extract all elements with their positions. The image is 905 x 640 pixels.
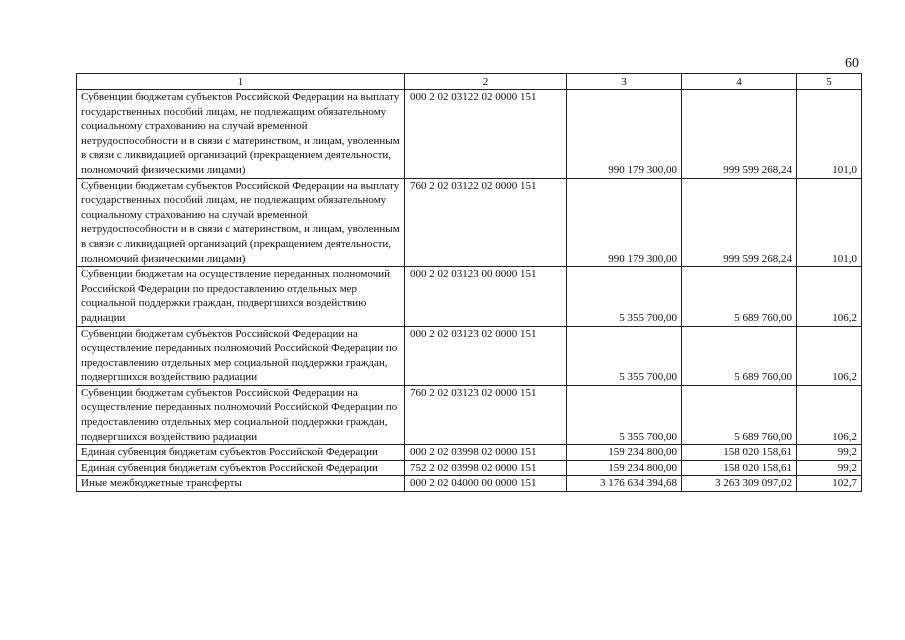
table-row (77, 385, 862, 444)
header-col-2: 2 (405, 74, 567, 90)
cell-code: 000 2 02 03123 00 0000 151 (405, 267, 567, 326)
cell-code: 760 2 02 03123 02 0000 151 (405, 385, 567, 444)
budget-table (76, 73, 862, 492)
table-header (77, 74, 862, 90)
cell-name: Единая субвенция бюджетам субъектов Российской Федерации (77, 460, 405, 476)
page-number: 60 (845, 56, 859, 71)
cell-actual: 158 020 158,61 (682, 445, 797, 461)
cell-name: Единая субвенция бюджетам субъектов Российской Федерации (77, 445, 405, 461)
cell-actual: 158 020 158,61 (682, 460, 797, 476)
cell-actual: 999 599 268,24 (682, 178, 797, 267)
cell-name: Субвенции бюджетам субъектов Российской Федерации на осуществление переданных полномочий Российской Федерации по предоставлению отдельных мер социальной поддержки граждан, подвергшихся воздействию радиации (77, 385, 405, 444)
cell-percent: 99,2 (797, 445, 862, 461)
cell-percent: 106,2 (797, 267, 862, 326)
table-row (77, 178, 862, 267)
table-row (77, 476, 862, 492)
cell-code: 000 2 02 03122 02 0000 151 (405, 90, 567, 179)
table-row (77, 445, 862, 461)
header-col-5: 5 (797, 74, 862, 90)
cell-code: 000 2 02 04000 00 0000 151 (405, 476, 567, 492)
cell-planned: 159 234 800,00 (567, 460, 682, 476)
header-col-1: 1 (77, 74, 405, 90)
cell-code: 000 2 02 03998 02 0000 151 (405, 445, 567, 461)
cell-actual: 5 689 760,00 (682, 326, 797, 385)
cell-name: Субвенции бюджетам субъектов Российской Федерации на выплату государственных пособий лицам, не подлежащим обязательному социальному страхованию на случай временной нетрудоспособности и в связи с материнством, и лицам, уволенным в связи с ликвидацией организаций (прекращением деятельности, полномочий физическими лицами) (77, 178, 405, 267)
cell-planned: 5 355 700,00 (567, 267, 682, 326)
cell-name: Субвенции бюджетам на осуществление переданных полномочий Российской Федерации по предоставлению отдельных мер социальной поддержки граждан, подвергшихся воздействию радиации (77, 267, 405, 326)
cell-name: Субвенции бюджетам субъектов Российской Федерации на выплату государственных пособий лицам, не подлежащим обязательному социальному страхованию на случай временной нетрудоспособности и в связи с материнством, и лицам, уволенным в связи с ликвидацией организаций (прекращением деятельности, полномочий физическими лицами) (77, 90, 405, 179)
cell-actual: 3 263 309 097,02 (682, 476, 797, 492)
header-col-4: 4 (682, 74, 797, 90)
table-body (77, 90, 862, 492)
cell-name: Иные межбюджетные трансферты (77, 476, 405, 492)
cell-planned: 990 179 300,00 (567, 90, 682, 179)
cell-actual: 999 599 268,24 (682, 90, 797, 179)
cell-planned: 3 176 634 394,68 (567, 476, 682, 492)
cell-actual: 5 689 760,00 (682, 385, 797, 444)
cell-code: 760 2 02 03122 02 0000 151 (405, 178, 567, 267)
header-col-3: 3 (567, 74, 682, 90)
cell-planned: 5 355 700,00 (567, 326, 682, 385)
cell-percent: 106,2 (797, 326, 862, 385)
table-row (77, 326, 862, 385)
cell-code: 000 2 02 03123 02 0000 151 (405, 326, 567, 385)
cell-planned: 159 234 800,00 (567, 445, 682, 461)
cell-percent: 101,0 (797, 90, 862, 179)
cell-planned: 5 355 700,00 (567, 385, 682, 444)
table-row (77, 267, 862, 326)
cell-name: Субвенции бюджетам субъектов Российской Федерации на осуществление переданных полномочий Российской Федерации по предоставлению отдельных мер социальной поддержки граждан, подвергшихся воздействию радиации (77, 326, 405, 385)
cell-percent: 106,2 (797, 385, 862, 444)
cell-percent: 99,2 (797, 460, 862, 476)
cell-percent: 102,7 (797, 476, 862, 492)
header-row (77, 74, 862, 90)
cell-actual: 5 689 760,00 (682, 267, 797, 326)
cell-planned: 990 179 300,00 (567, 178, 682, 267)
cell-code: 752 2 02 03998 02 0000 151 (405, 460, 567, 476)
table-row (77, 90, 862, 179)
cell-percent: 101,0 (797, 178, 862, 267)
table-row (77, 460, 862, 476)
